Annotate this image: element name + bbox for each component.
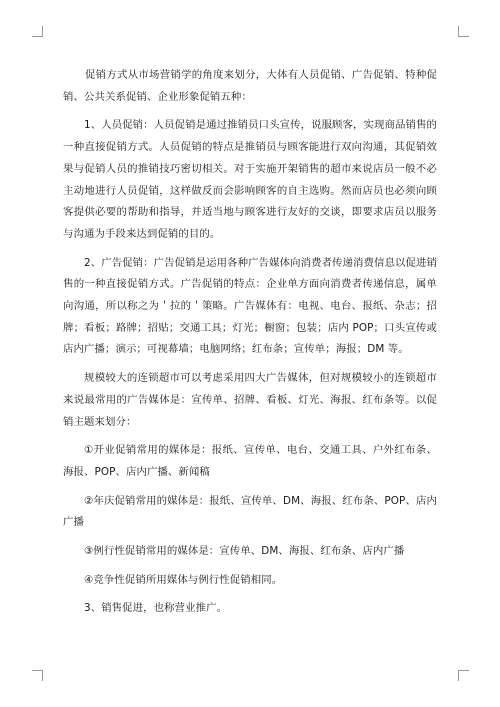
crop-mark-top-left (32, 26, 43, 37)
list-item-anniversary-promotion: ②年庆促销常用的媒体是：报纸、宣传单、DM、海报、红布条、POP、店内广播 (63, 494, 437, 529)
paragraph-advertising: 2、广告促销：广告促销是运用各种广告媒体向消费者传递消费信息以促进销售的一种直接促销方式。广告促销的特点：企业单方面向消费者传递信息，属单向沟通，所以称之为＇拉的＇策略。广告媒体有：电视、电台、报纸、杂志；招牌；看板；路牌；招贴；交通工具；灯光；橱窗；包装；店内 POP；口头宣传或店内广播；演示；可视幕墙；电脑网络；红布条；宣传单；海报；DM 等。 (63, 256, 437, 356)
paragraph-chain-store-media: 规模较大的连锁超市可以考虑采用四大广告媒体，但对规模较小的连锁超市来说最常用的广告媒体是：宣传单、招牌、看板、灯光、海报、红布条等。以促销主题来划分： (63, 372, 437, 428)
paragraph-intro: 促销方式从市场营销学的角度来划分，大体有人员促销、广告促销、特种促销、公共关系促销、企业形象促销五种： (63, 69, 437, 103)
crop-mark-top-right (458, 26, 469, 37)
list-item-opening-promotion: ①开业促销常用的媒体是：报纸、宣传单、电台、交通工具、户外红布条、海报、POP、店内广播、新闻稿 (63, 444, 437, 478)
crop-mark-bottom-right (458, 670, 469, 681)
paragraph-personal-selling: 1、人员促销：人员促销是通过推销员口头宣传，说服顾客，实现商品销售的一种直接促销方式。人员促销的特点是推销员与顾客能进行双向沟通，其促销效果与促销人员的推销技巧密切相关。对于实施开架销售的超市来说店员一般不必主动地进行人员促销，这样做反而会影响顾客的自主选购。然而店员也必须向顾客提供必要的帮助和指导，并适当地与顾客进行友好的交谈，即要求店员以服务与沟通为手段来达到促销的目的。 (63, 119, 437, 240)
list-item-competitive-promotion: ④竞争性促销所用媒体与例行性促销相同。 (84, 573, 283, 586)
document-body (63, 65, 437, 627)
crop-mark-bottom-left (32, 670, 43, 681)
list-item-routine-promotion: ③例行性促销常用的媒体是：宣传单、DM、海报、红布条、店内广播 (84, 545, 405, 558)
paragraph-sales-promotion: 3、销售促进，也称营业推广。 (84, 602, 228, 615)
